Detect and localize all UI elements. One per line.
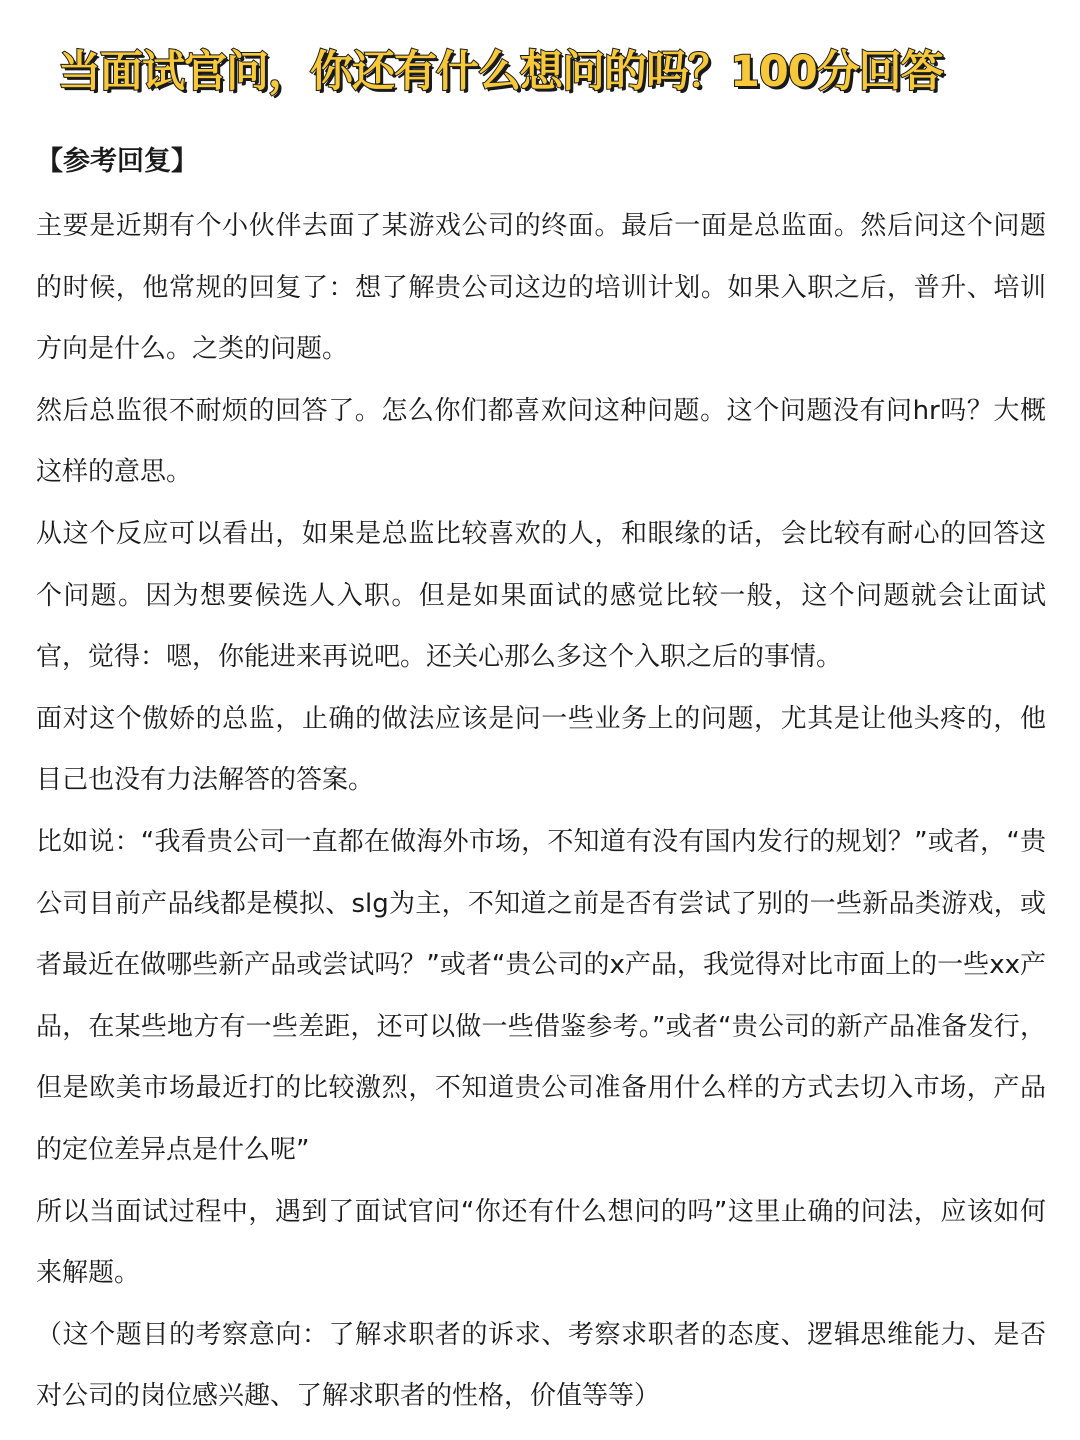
paragraph-intent-note: （这个题目的考察意向：了解求职者的诉求、考察求职者的态度、逻辑思维能力、是否对公司的岗位感兴趣、了解求职者的性格，价值等等） <box>36 1319 1046 1412</box>
page-title: 当面试官问，你还有什么想问的吗？100分回答 <box>58 47 943 97</box>
article-body <box>36 134 1046 1428</box>
paragraph-conclusion: 所以当面试过程中，遇到了面试官问“你还有什么想问的吗”这里止确的问法，应该如何来解题。 <box>36 1196 1046 1289</box>
paragraph-director-reaction: 然后总监很不耐烦的回答了。怎么你们都喜欢问这种问题。这个问题没有问hr吗？大概这样的意思。 <box>36 395 1046 488</box>
paragraph-background: 主要是近期有个小伙伴去面了某游戏公司的终面。最后一面是总监面。然后问这个问题的时候，他常规的回复了：想了解贵公司这边的培训计划。如果入职之后，普升、培训方向是什么。之类的问题。 <box>36 211 1046 365</box>
paragraph-examples: 比如说：“我看贵公司一直都在做海外市场，不知道有没有国内发行的规划？”或者，“贵公司目前产品线都是模拟、slg为主，不知道之前是否有尝试了别的一些新品类游戏，或者最近在做哪些新产品或尝试吗？”或者“贵公司的x产品，我觉得对比市面上的一些xx产品，在某些地方有一些差距，还可以做一些借鉴参考。”或者“贵公司的新产品准备发行，但是欧美市场最近打的比较激烈，不知道贵公司准备用什么样的方式去切入市场，产品的定位差异点是什么呢” <box>36 826 1046 1165</box>
paragraph-correct-approach: 面对这个傲娇的总监，止确的做法应该是问一些业务上的问题，尤其是让他头疼的，他目己也没有力法解答的答案。 <box>36 703 1046 796</box>
section-label: 【参考回复】 <box>36 146 198 177</box>
paragraph-analysis: 从这个反应可以看出，如果是总监比较喜欢的人，和眼缘的话，会比较有耐心的回答这个问题。因为想要候选人入职。但是如果面试的感觉比较一般，这个问题就会让面试官，觉得：嗯，你能进来再说吧。还关心那么多这个入职之后的事情。 <box>36 518 1046 673</box>
